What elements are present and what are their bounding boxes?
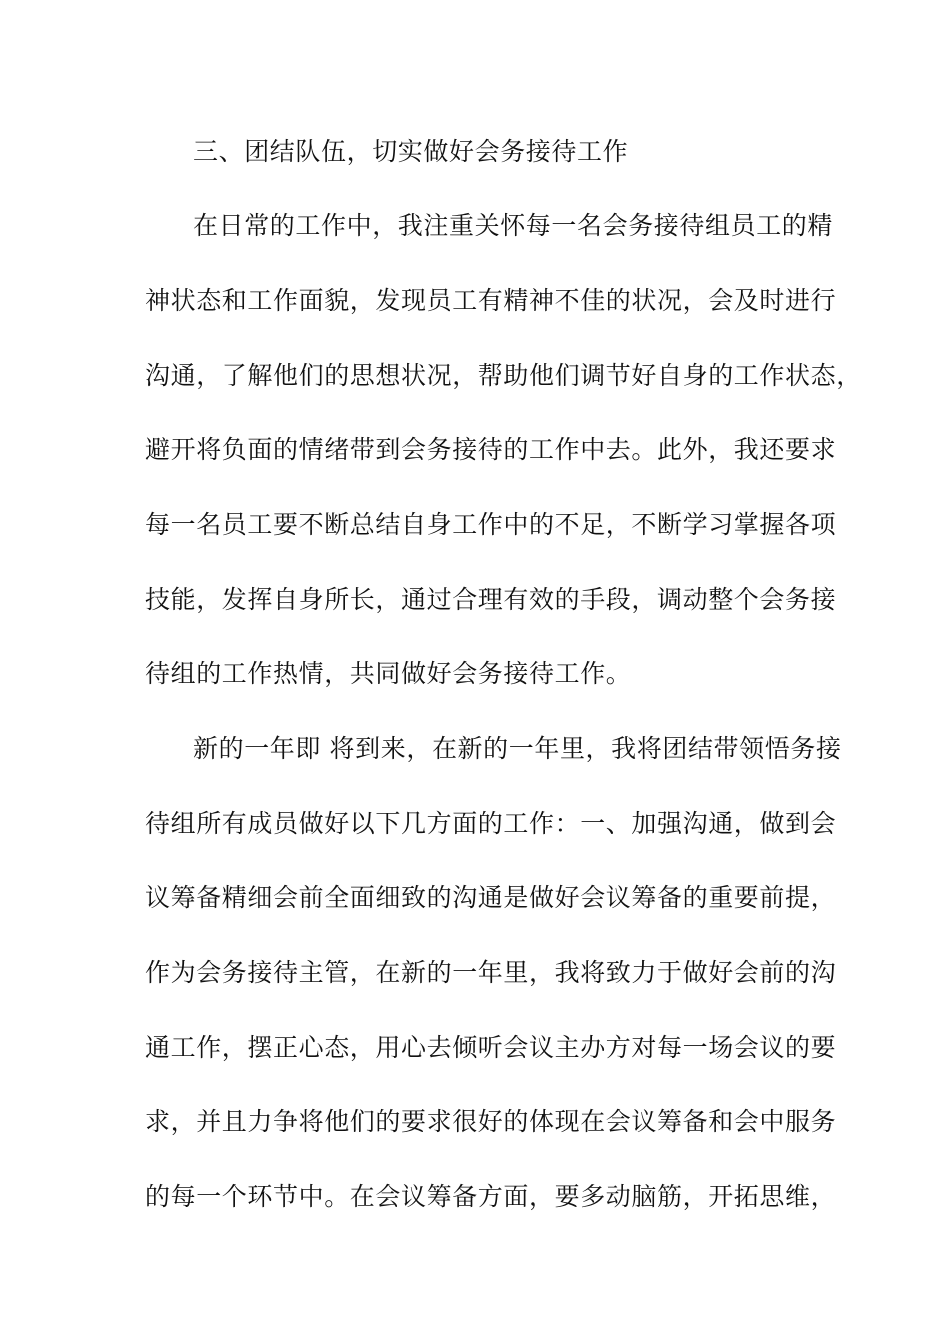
paragraph-line: 议筹备精细会前全面细致的沟通是做好会议筹备的重要前提，	[145, 883, 837, 912]
paragraph-line: 待组的工作热情，共同做好会务接待工作。	[145, 659, 632, 688]
paragraph-line: 神状态和工作面貌，发现员工有精神不佳的状况，会及时进行	[145, 286, 837, 315]
paragraph-line: 技能，发挥自身所长，通过合理有效的手段，调动整个会务接	[145, 585, 837, 614]
paragraph-line: 求，并且力争将他们的要求很好的体现在会议筹备和会中服务	[145, 1107, 837, 1136]
section-heading: 三、团结队伍，切实做好会务接待工作	[193, 137, 629, 166]
paragraph-line: 作为会务接待主管，在新的一年里，我将致力于做好会前的沟	[145, 958, 837, 987]
paragraph-line: 通工作，摆正心态，用心去倾听会议主办方对每一场会议的要	[145, 1033, 837, 1062]
paragraph-line: 在日常的工作中，我注重关怀每一名会务接待组员工的精	[193, 211, 834, 240]
paragraph-line: 每一名员工要不断总结自身工作中的不足，不断学习掌握各项	[145, 510, 837, 539]
paragraph-line: 待组所有成员做好以下几方面的工作：一、加强沟通，做到会	[145, 809, 837, 838]
paragraph-line: 的每一个环节中。在会议筹备方面，要多动脑筋，开拓思维，	[145, 1182, 837, 1211]
paragraph-line: 新的一年即 将到来，在新的一年里，我将团结带领悟务接	[193, 734, 842, 763]
paragraph-line: 沟通，了解他们的思想状况，帮助他们调节好自身的工作状态，	[145, 361, 862, 390]
paragraph-line: 避开将负面的情绪带到会务接待的工作中去。此外，我还要求	[145, 435, 837, 464]
